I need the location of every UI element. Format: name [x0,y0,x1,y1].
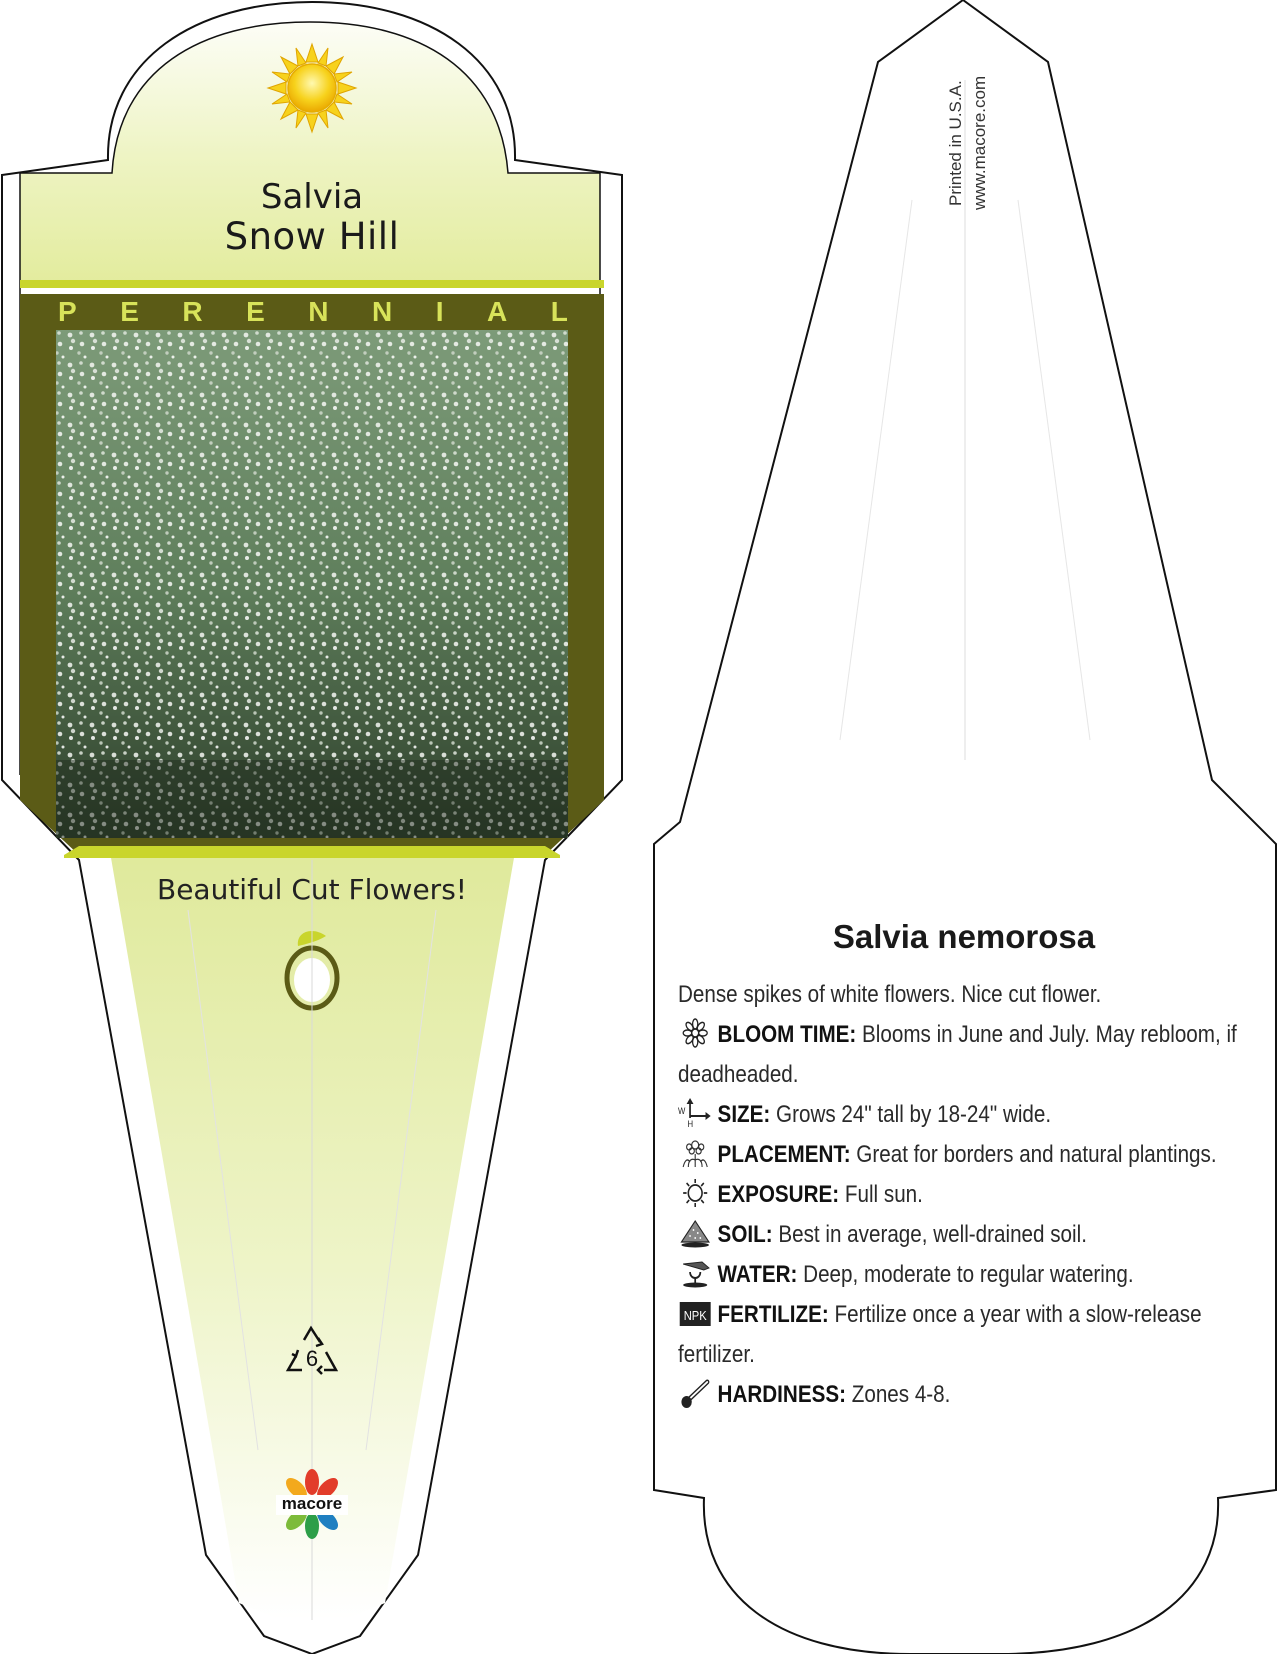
brand-logo-text: macore [281,1494,343,1513]
care-label: PLACEMENT: [717,1141,851,1168]
care-label: WATER: [717,1261,798,1288]
plant-cluster-icon [678,1138,712,1168]
care-text: Deep, moderate to regular watering. [797,1261,1134,1288]
category-letter: I [435,296,444,327]
care-text: Grows 24" tall by 18-24" wide. [770,1101,1052,1128]
description: Dense spikes of white flowers. Nice cut flower. [678,981,1102,1008]
category-letter: E [246,296,265,327]
size-w-letter: W [678,1105,686,1117]
watering-can-icon [678,1258,712,1288]
npk-icon [678,1298,712,1328]
category-letter: L [550,296,568,327]
category-letter: R [182,296,203,327]
care-text: Blooms in June and July. May rebloom, if deadheaded. [678,1021,1237,1088]
size-arrows-icon [678,1098,712,1128]
care-item-water [678,1255,1239,1295]
category-letter: N [308,296,329,327]
printed-in-label: Printed in U.S.A. [946,80,965,206]
care-label: SIZE: [717,1101,771,1128]
care-text: Full sun. [839,1181,923,1208]
care-text: Great for borders and natural plantings. [850,1141,1217,1168]
plant-genus: Salvia [260,177,364,217]
category-letter: N [372,296,393,327]
care-label: FERTILIZE: [717,1301,829,1328]
soil-mound-icon [678,1218,712,1248]
care-text: Fertilize once a year with a slow-release fertilizer. [678,1301,1202,1368]
care-instructions [678,975,1239,1415]
category-letter: E [120,296,139,327]
category-letter: P [58,296,77,327]
species-name: Salvia nemorosa [832,918,1096,955]
website-label: www.macore.com [970,75,989,210]
care-text: Zones 4-8. [845,1381,951,1408]
care-item-bloom [678,1015,1239,1095]
care-text: Best in average, well-drained soil. [772,1221,1087,1248]
flower-icon [678,1018,712,1048]
care-item-exposure [678,1175,1239,1215]
sun-outline-icon [678,1178,712,1208]
care-item-fertilize [678,1295,1239,1375]
care-label: SOIL: [717,1221,773,1248]
care-item-placement [678,1135,1239,1175]
care-label: BLOOM TIME: [717,1021,857,1048]
care-label: HARDINESS: [717,1381,846,1408]
care-item-soil [678,1215,1239,1255]
care-item-size [678,1095,1239,1135]
size-h-letter: H [687,1118,694,1128]
thermometer-icon [678,1378,712,1408]
recycle-number: 6 [305,1346,319,1371]
plant-cultivar: Snow Hill [224,215,400,258]
care-label: EXPOSURE: [717,1181,840,1208]
care-item-hardiness [678,1375,1239,1415]
category-letter: A [487,296,508,327]
category-label [58,296,568,328]
tagline: Beautiful Cut Flowers! [156,873,468,906]
npk-text: NPK [683,1308,707,1324]
